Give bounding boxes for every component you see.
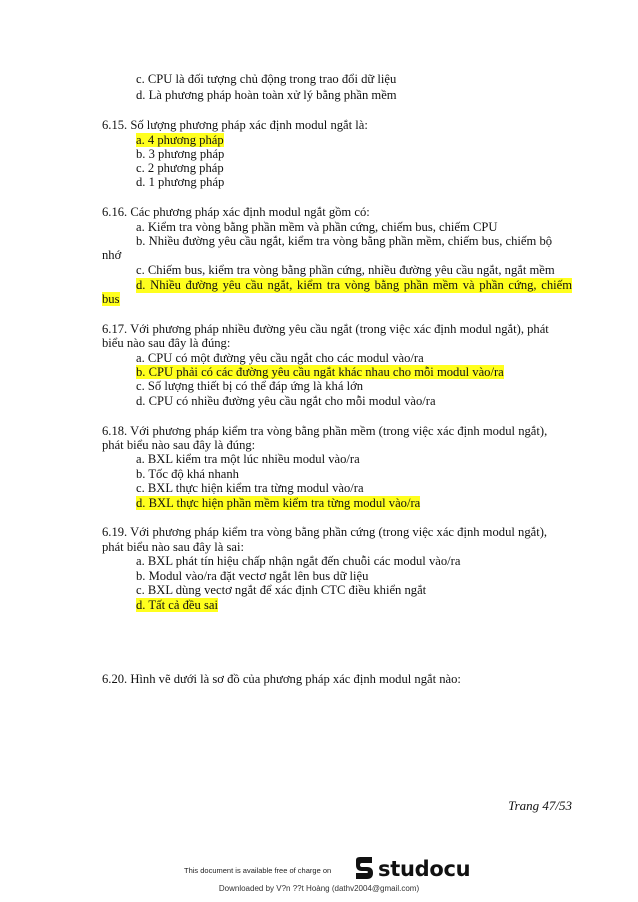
option-text: nhớ [102,248,122,262]
option-text: c. Chiếm bus, kiểm tra vòng bằng phần cứng, nhiều đường yêu cầu ngắt, ngắt mềm [136,263,555,277]
studocu-availability-text: This document is available free of charge on [184,866,332,875]
question-text: phát biểu nào sau đây là sai: [102,540,244,554]
download-notice: Downloaded by V?n ??t Hoàng (dathv2004@gmail.com) [218,884,420,893]
question-6-15: 6.15. Số lượng phương pháp xác định modul ngắt là: [102,118,368,132]
answer-highlight: bus [102,292,120,306]
option-text: a. CPU có một đường yêu cầu ngắt cho các modul vào/ra [136,351,424,365]
option-text: a. BXL kiểm tra một lúc nhiều modul vào/ra [136,452,360,466]
option-text: d. CPU có nhiều đường yêu cầu ngắt cho mỗi modul vào/ra [136,394,436,408]
question-6-18: 6.18. Với phương pháp kiểm tra vòng bằng phần mềm (trong việc xác định modul ngắt), [102,424,548,438]
option-text: a. BXL phát tín hiệu chấp nhận ngắt đến chuỗi các modul vào/ra [136,554,461,568]
option-text: c. Số lượng thiết bị có thể đáp ứng là khá lớn [136,379,364,393]
studocu-logo[interactable] [353,854,470,884]
answer-highlight: b. CPU phải có các đường yêu cầu ngắt khác nhau cho mỗi modul vào/ra [136,365,504,379]
option-text: b. Tốc độ khá nhanh [136,467,239,481]
option-text: c. 2 phương pháp [136,161,224,175]
option-text: c. BXL thực hiện kiểm tra từng modul vào/ra [136,481,364,495]
answer-highlight: a. 4 phương pháp [136,133,224,147]
option-text: d. Là phương pháp hoàn toàn xử lý bằng phần mềm [136,88,397,102]
option-text: c. CPU là đối tượng chủ động trong trao đổi dữ liệu [136,72,397,86]
answer-6-16-d [136,278,572,293]
question-6-20: 6.20. Hình vẽ dưới là sơ đồ của phương pháp xác định modul ngắt nào: [102,672,461,686]
answer-6-16-d-cont [102,292,120,307]
question-6-16: 6.16. Các phương pháp xác định modul ngắt gồm có: [102,205,370,219]
answer-highlight: d. Nhiều đường yêu cầu ngắt, kiểm tra vòng bằng phần mềm và phần cứng, chiếm [136,278,572,292]
question-text: phát biểu nào sau đây là đúng: [102,438,256,452]
question-text: biểu nào sau đây là đúng: [102,336,231,350]
option-text: d. 1 phương pháp [136,175,225,189]
option-text: b. Modul vào/ra đặt vectơ ngắt lên bus dữ liệu [136,569,369,583]
question-6-17: 6.17. Với phương pháp nhiều đường yêu cầu ngắt (trong việc xác định modul ngắt), phát [102,322,549,336]
answer-highlight: d. BXL thực hiện phần mềm kiểm tra từng modul vào/ra [136,496,421,510]
option-text: b. 3 phương pháp [136,147,225,161]
question-6-19: 6.19. Với phương pháp kiểm tra vòng bằng phần cứng (trong việc xác định modul ngắt), [102,525,548,539]
studocu-logo-icon [353,856,375,882]
answer-6-19-d [136,598,218,613]
option-text: b. Nhiều đường yêu cầu ngắt, kiểm tra vòng bằng phần mềm, chiếm bus, chiếm bộ [136,234,553,248]
answer-highlight: d. Tất cả đều sai [136,598,218,612]
option-text: c. BXL dùng vectơ ngắt để xác định CTC điều khiển ngắt [136,583,427,597]
option-text: a. Kiểm tra vòng bằng phần mềm và phần cứng, chiếm bus, chiếm CPU [136,220,498,234]
answer-6-18-d [136,496,420,511]
answer-6-15-a [136,133,224,148]
studocu-logo-text: studocu [378,857,471,881]
page-number: Trang 47/53 [508,798,572,813]
answer-6-17-b [136,365,504,380]
